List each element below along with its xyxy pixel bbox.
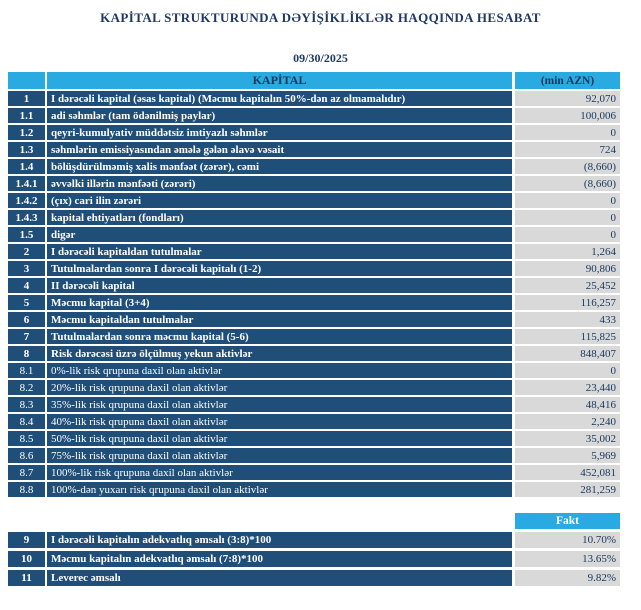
row-label-cell: 0%-lik risk qrupuna daxil olan aktivlər: [47, 363, 512, 378]
row-value-cell: 25,452: [515, 278, 620, 293]
header-min-azn-cell: (min AZN): [515, 72, 620, 89]
row-no-cell: 1.1: [8, 108, 45, 123]
row-no-cell: 1: [8, 91, 45, 106]
row-value-cell: 0: [515, 193, 620, 208]
table-row: [8, 397, 620, 412]
row-value-cell: 0: [515, 210, 620, 225]
row-no-cell: 8.8: [8, 482, 45, 497]
row-value-cell: 9.82%: [515, 570, 620, 586]
table-row: [8, 431, 620, 446]
row-no-cell: 8.1: [8, 363, 45, 378]
row-label-cell: Leverec əmsalı: [47, 570, 512, 586]
row-label-cell: bölüşdürülməmiş xalis mənfəət (zərər), cəmi: [47, 159, 512, 174]
row-no-cell: 9: [8, 532, 45, 548]
table-row: [8, 465, 620, 480]
row-label-cell: əvvəlki illərin mənfəəti (zərəri): [47, 176, 512, 191]
table-row: [8, 244, 620, 259]
table-row: [8, 329, 620, 344]
table-row: [8, 176, 620, 191]
row-value-cell: 0: [515, 125, 620, 140]
row-no-cell: 1.4.3: [8, 210, 45, 225]
row-label-cell: 100%-lik risk qrupuna daxil olan aktivlər: [47, 465, 512, 480]
table-row: [8, 295, 620, 310]
row-value-cell: 452,081: [515, 465, 620, 480]
row-value-cell: 35,002: [515, 431, 620, 446]
header-fakt-cell: Fakt: [515, 513, 620, 529]
row-no-cell: 8.6: [8, 448, 45, 463]
row-label-cell: Tutulmalardan sonra I dərəcəli kapitalı (1-2): [47, 261, 512, 276]
table-row: [8, 108, 620, 123]
row-no-cell: 1.4.2: [8, 193, 45, 208]
row-no-cell: 2: [8, 244, 45, 259]
row-value-cell: 115,825: [515, 329, 620, 344]
table-row: [8, 261, 620, 276]
row-label-cell: qeyri-kumulyativ müddətsiz imtiyazlı səhmlər: [47, 125, 512, 140]
row-label-cell: 40%-lik risk qrupuna daxil olan aktivlər: [47, 414, 512, 429]
table-row: [8, 125, 620, 140]
table-row: [8, 193, 620, 208]
report-date: 09/30/2025: [293, 51, 348, 65]
row-no-cell: 5: [8, 295, 45, 310]
header-no-cell: [8, 72, 45, 89]
row-value-cell: 48,416: [515, 397, 620, 412]
ratio-header-spacer: [8, 513, 45, 529]
table-row: [8, 414, 620, 429]
row-no-cell: 11: [8, 570, 45, 586]
table-row: [8, 91, 620, 106]
row-value-cell: 724: [515, 142, 620, 157]
row-no-cell: 8.7: [8, 465, 45, 480]
row-value-cell: 0: [515, 363, 620, 378]
table-row: [8, 551, 620, 567]
table-row: [8, 380, 620, 395]
row-label-cell: 20%-lik risk qrupuna daxil olan aktivlər: [47, 380, 512, 395]
row-value-cell: 13.65%: [515, 551, 620, 567]
row-no-cell: 10: [8, 551, 45, 567]
capital-table-header-row: [8, 72, 620, 89]
row-no-cell: 1.3: [8, 142, 45, 157]
row-label-cell: 75%-lik risk qrupuna daxil olan aktivlər: [47, 448, 512, 463]
row-label-cell: adi səhmlər (tam ödənilmiş paylar): [47, 108, 512, 123]
row-label-cell: digər: [47, 227, 512, 242]
row-label-cell: kapital ehtiyatları (fondları): [47, 210, 512, 225]
ratio-table-header-row: [8, 513, 620, 529]
row-no-cell: 8: [8, 346, 45, 361]
row-value-cell: 90,806: [515, 261, 620, 276]
row-value-cell: 5,969: [515, 448, 620, 463]
row-label-cell: Məcmu kapitaldan tutulmalar: [47, 312, 512, 327]
row-no-cell: 6: [8, 312, 45, 327]
row-value-cell: 848,407: [515, 346, 620, 361]
row-label-cell: 35%-lik risk qrupuna daxil olan aktivlər: [47, 397, 512, 412]
row-label-cell: Məcmu kapitalın adekvatlıq əmsalı (7:8)*100: [47, 551, 512, 567]
capital-table-body: [8, 91, 620, 497]
row-label-cell: 100%-dən yuxarı risk qrupuna daxil olan aktivlər: [47, 482, 512, 497]
row-no-cell: 1.4.1: [8, 176, 45, 191]
row-value-cell: 0: [515, 227, 620, 242]
row-value-cell: (8,660): [515, 176, 620, 191]
ratio-header-spacer: [47, 513, 512, 529]
row-no-cell: 8.4: [8, 414, 45, 429]
row-value-cell: 10.70%: [515, 532, 620, 548]
ratio-table: [8, 513, 620, 586]
table-row: [8, 312, 620, 327]
row-no-cell: 3: [8, 261, 45, 276]
row-label-cell: 50%-lik risk qrupuna daxil olan aktivlər: [47, 431, 512, 446]
row-label-cell: səhmlərin emissiyasından əmələ gələn əlavə vəsait: [47, 142, 512, 157]
row-value-cell: 1,264: [515, 244, 620, 259]
table-row: [8, 532, 620, 548]
header-kapital-cell: KAPİTAL: [47, 72, 512, 89]
table-row: [8, 278, 620, 293]
report-page: [0, 10, 641, 586]
row-value-cell: 92,070: [515, 91, 620, 106]
table-row: [8, 210, 620, 225]
row-value-cell: 2,240: [515, 414, 620, 429]
row-label-cell: I dərəcəli kapital (əsas kapital) (Məcmu kapitalın 50%-dən az olmamalıdır): [47, 91, 512, 106]
table-row: [8, 570, 620, 586]
table-row: [8, 346, 620, 361]
row-label-cell: I dərəcəli kapitalın adekvatlıq əmsalı (3:8)*100: [47, 532, 512, 548]
row-label-cell: I dərəcəli kapitaldan tutulmalar: [47, 244, 512, 259]
row-value-cell: 116,257: [515, 295, 620, 310]
table-row: [8, 142, 620, 157]
row-no-cell: 1.4: [8, 159, 45, 174]
row-label-cell: Risk dərəcəsi üzrə ölçülmuş yekun aktivlər: [47, 346, 512, 361]
row-no-cell: 1.5: [8, 227, 45, 242]
table-row: [8, 482, 620, 497]
table-row: [8, 448, 620, 463]
row-value-cell: 23,440: [515, 380, 620, 395]
row-value-cell: 281,259: [515, 482, 620, 497]
row-no-cell: 7: [8, 329, 45, 344]
row-no-cell: 1.2: [8, 125, 45, 140]
table-row: [8, 159, 620, 174]
row-no-cell: 8.3: [8, 397, 45, 412]
capital-table: [8, 72, 620, 497]
row-value-cell: 100,006: [515, 108, 620, 123]
row-label-cell: Məcmu kapital (3+4): [47, 295, 512, 310]
row-value-cell: 433: [515, 312, 620, 327]
row-value-cell: (8,660): [515, 159, 620, 174]
table-row: [8, 363, 620, 378]
ratio-table-body: [8, 532, 620, 586]
table-row: [8, 227, 620, 242]
row-no-cell: 4: [8, 278, 45, 293]
report-title: KAPİTAL STRUKTURUNDA DƏYİŞİKLİKLƏR HAQQINDA HESABAT: [100, 10, 541, 25]
row-label-cell: (çıx) cari ilin zərəri: [47, 193, 512, 208]
row-no-cell: 8.5: [8, 431, 45, 446]
row-label-cell: II dərəcəli kapital: [47, 278, 512, 293]
row-label-cell: Tutulmalardan sonra məcmu kapital (5-6): [47, 329, 512, 344]
row-no-cell: 8.2: [8, 380, 45, 395]
